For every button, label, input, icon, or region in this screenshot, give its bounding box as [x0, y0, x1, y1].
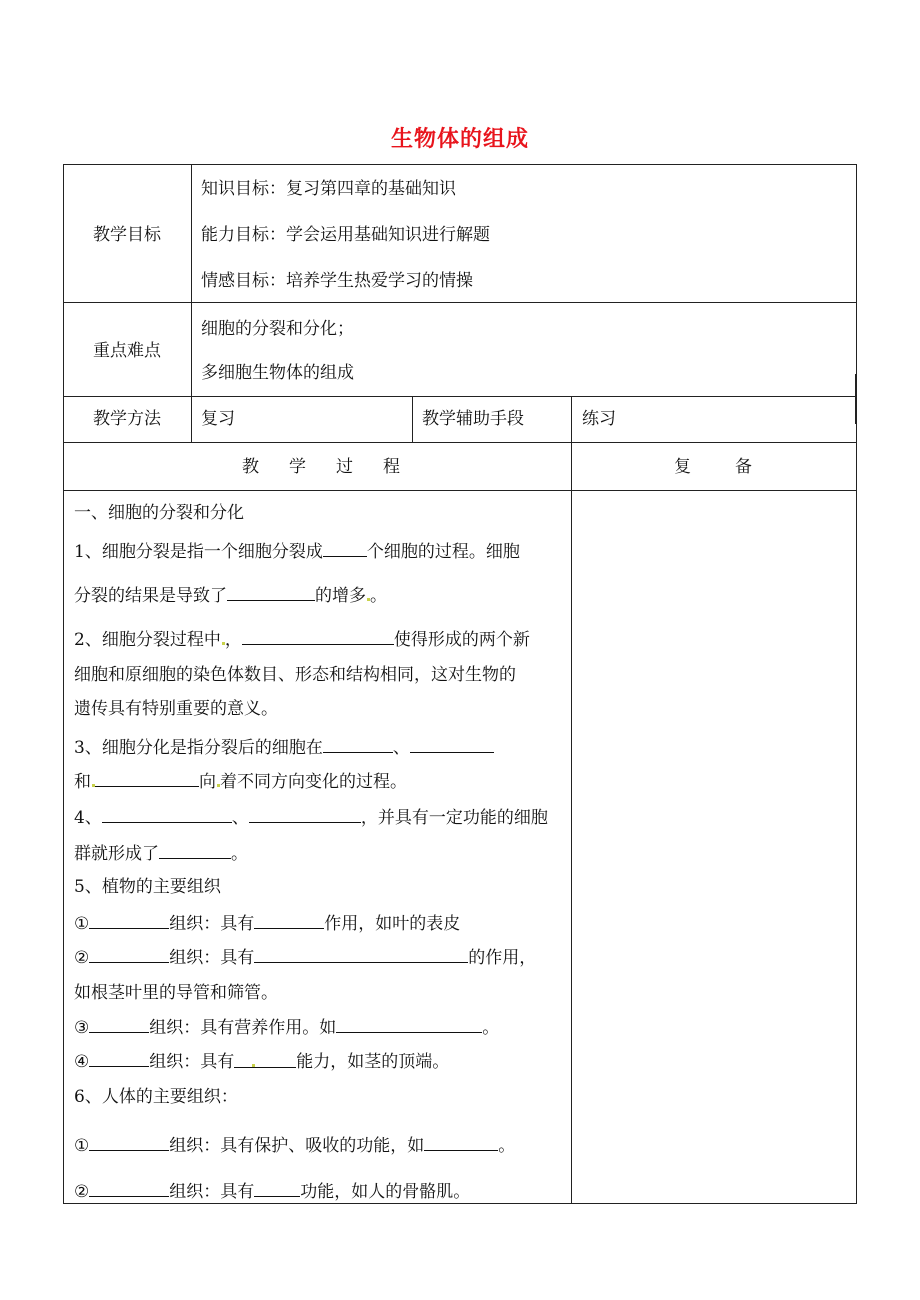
question-line: ③ 组织：具有营养作用。如 。: [74, 1018, 500, 1038]
process-char: 学: [289, 457, 306, 477]
answer-blank[interactable]: [234, 1051, 296, 1068]
process-header: [242, 456, 400, 478]
column-divider: [571, 396, 572, 1204]
question-line: ① 组织：具有保护、吸收的功能，如 。: [74, 1136, 516, 1156]
row-divider: [63, 302, 857, 303]
question-line: 5、植物的主要组织: [74, 877, 221, 897]
row-divider: [63, 442, 857, 443]
answer-blank[interactable]: [323, 540, 367, 557]
review-header: [674, 456, 752, 478]
question-line: 4、 、 ，并具有一定功能的细胞: [74, 808, 548, 828]
margin-mark: [855, 374, 857, 424]
goals-label: 教学目标: [93, 225, 161, 245]
review-char: 复: [674, 457, 691, 477]
question-line: ② 组织：具有 功能，如人的骨骼肌。: [74, 1182, 471, 1202]
method-value: 复习: [201, 409, 235, 429]
column-divider: [191, 164, 192, 442]
answer-blank[interactable]: [410, 736, 494, 753]
answer-blank[interactable]: [424, 1134, 498, 1151]
answer-blank[interactable]: [249, 806, 361, 823]
answer-blank[interactable]: [254, 946, 468, 963]
question-line: ① 组织：具有 作用，如叶的表皮: [74, 914, 461, 934]
answer-blank[interactable]: [242, 628, 394, 645]
key-point: 细胞的分裂和分化；: [201, 319, 354, 339]
question-line: 2、细胞分裂过程中 ， 使得形成的两个新: [74, 630, 530, 650]
answer-blank[interactable]: [95, 770, 199, 787]
answer-blank[interactable]: [323, 736, 393, 753]
answer-blank[interactable]: [102, 806, 232, 823]
answer-blank[interactable]: [254, 1180, 300, 1197]
answer-blank[interactable]: [89, 946, 169, 963]
goal-ability: 能力目标：学会运用基础知识进行解题: [201, 225, 490, 245]
question-line: 6、人体的主要组织：: [74, 1087, 238, 1107]
question-line: 1、细胞分裂是指一个细胞分裂成 个细胞的过程。细胞: [74, 542, 520, 562]
question-line: 分裂的结果是导致了 的增多 。: [74, 586, 387, 606]
question-line: ④ 组织：具有 能力，如茎的顶端。: [74, 1052, 450, 1072]
aid-value: 练习: [582, 409, 616, 429]
aid-label: 教学辅助手段: [422, 409, 524, 429]
answer-blank[interactable]: [227, 584, 315, 601]
row-divider: [63, 396, 857, 397]
answer-blank[interactable]: [336, 1016, 482, 1033]
method-label: 教学方法: [93, 409, 161, 429]
question-line: 3、细胞分化是指分裂后的细胞在 、: [74, 736, 494, 759]
key-points-label: 重点难点: [93, 341, 161, 361]
answer-blank[interactable]: [89, 1016, 149, 1033]
question-line: 如根茎叶里的导管和筛管。: [74, 983, 278, 1003]
review-char: 备: [735, 457, 752, 477]
answer-blank[interactable]: [89, 1134, 169, 1151]
process-char: 教: [242, 457, 259, 477]
goal-knowledge: 知识目标：复习第四章的基础知识: [201, 179, 456, 199]
section-heading: 一、细胞的分裂和分化: [74, 503, 244, 523]
answer-blank[interactable]: [89, 912, 169, 929]
answer-blank[interactable]: [89, 1180, 169, 1197]
page-title: 生物体的组成: [390, 127, 529, 152]
question-line: 群就形成了 。: [74, 844, 248, 864]
key-point: 多细胞生物体的组成: [201, 363, 354, 383]
question-line: ② 组织：具有 的作用，: [74, 948, 537, 968]
goal-emotion: 情感目标：培养学生热爱学习的情操: [201, 271, 473, 291]
process-char: 过: [336, 457, 353, 477]
answer-blank[interactable]: [254, 912, 324, 929]
column-divider: [412, 396, 413, 442]
answer-blank[interactable]: [89, 1050, 149, 1067]
question-line: 和 向 着不同方向变化的过程。: [74, 772, 407, 792]
answer-blank[interactable]: [159, 842, 231, 859]
question-line: 遗传具有特别重要的意义。: [74, 699, 278, 719]
process-char: 程: [383, 457, 400, 477]
question-line: 细胞和原细胞的染色体数目、形态和结构相同，这对生物的: [74, 665, 516, 685]
row-divider: [63, 490, 857, 491]
